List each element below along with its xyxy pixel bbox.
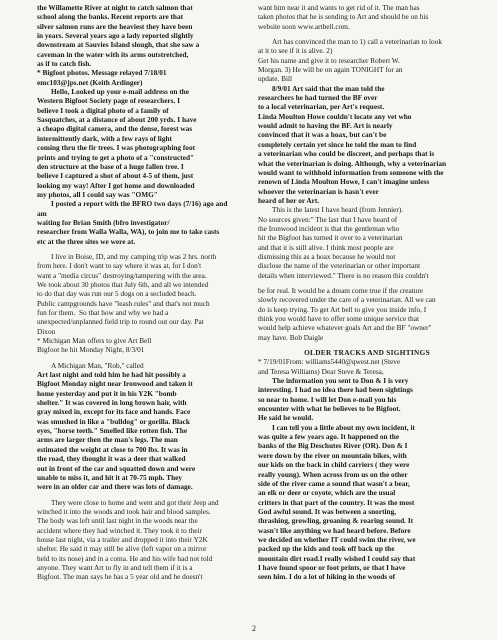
text-line: was smushed in like a "bulldog" or gorilla. Black: [37, 416, 190, 426]
left-column: [37, 3, 247, 582]
text-line: the Willamette River at night to catch salmon that: [37, 3, 193, 12]
text-line: to do that day was run our 5 dogs on a secluded beach.: [37, 289, 197, 299]
text-line: I can tell you a little about my own incident, it: [272, 422, 415, 432]
text-line: want a "media circus" destroying/tampering with the area.: [37, 270, 207, 280]
text-line: the Ironwood incident is that the gentleman who: [258, 223, 400, 233]
text-line: No sources given:" The last that I have heard of: [258, 214, 398, 224]
text-line: Bigfoot. The man says he has a 5 year old and he doesn't: [37, 572, 203, 582]
text-line: do is keep trying. To get Art bell to give you inside info, I: [258, 304, 427, 314]
text-line: dismissing this as a hoax because he would not: [258, 251, 396, 261]
text-line: A Michigan Man, "Rob," called: [51, 360, 144, 370]
text-line: slowly recovered under the care of a veterinarian. All we can: [258, 295, 436, 305]
text-line: at it to see if it is alive. 2): [258, 46, 333, 56]
text-line: house last night, via a trailer and dropped it into their Y2K: [37, 534, 208, 544]
text-line: want him near it and wants to get rid of it. The man has: [258, 3, 420, 12]
text-line: a cheapo digital camera, and the dense, forest was: [37, 124, 193, 134]
text-line: were down by the river on mountain bikes, with: [258, 450, 407, 460]
text-line: our kids on the back in child carriers ( they were: [258, 460, 410, 470]
text-line: caveman in the water with its arms outstretched,: [37, 49, 189, 59]
text-line: would help achieve whatever goals Art and the BF "owner": [258, 323, 432, 333]
text-line: may have. Bob Daigle: [258, 332, 324, 342]
text-line: heard of her or Art.: [258, 195, 320, 205]
text-line: would admit to having the BF. Art is nearly: [258, 121, 393, 131]
text-line: be for real. It would be a dream come true if the creature: [258, 285, 424, 295]
text-line: think you would have to offer some unique service that: [258, 314, 419, 323]
text-line: believe I captured a shot of about 4-5 of them, just: [37, 171, 194, 181]
text-line: eyes, "horse teeth." Smelled like rotten fish. The: [37, 426, 188, 436]
text-line: Bigfoot Monday night near Ironwood and taken it: [37, 379, 193, 389]
text-line: whoever the veterinarian is hasn't ever: [258, 186, 379, 196]
text-line: intermittently dark, with a few rays of light: [37, 133, 172, 143]
text-line: taken photos that he is sending to Art and should be on his: [258, 12, 429, 22]
text-line: packed up the kids and took off back up the: [258, 544, 395, 554]
text-line: thrashing, growling, groaning & roaring sound. It: [258, 516, 414, 526]
text-line: estimated the weight at close to 700 lbs. It was in: [37, 444, 188, 454]
text-line: etc at the three sites we were at.: [37, 236, 136, 246]
text-line: as if to catch fish.: [37, 59, 92, 69]
text-line: gray mixed in, except for its face and hands. Face: [37, 407, 191, 417]
text-line: I posted a report with the BFRO two days (7/16) ago and: [51, 199, 228, 209]
text-line: winched it into the woods and took hair and blood samples.: [37, 506, 211, 516]
text-line: critters in that part of the country. It was the most: [258, 497, 415, 507]
text-line: mountain dirt road.I really wished I could say that: [258, 553, 416, 563]
text-line: side of the river came a sound that wasn't a bear,: [258, 478, 410, 488]
text-line: coming thru the fir trees. I was photographing foot: [37, 143, 196, 153]
text-line: interesting. I had no idea there had been sightings: [258, 385, 413, 395]
text-line: They were close to home and went and got their Jeep and: [51, 497, 219, 507]
text-line: would want to withhold information from someone with the: [258, 167, 444, 177]
text-line: so near to home. I will let Don e-mail you his: [258, 394, 397, 404]
right-column: [258, 3, 476, 582]
text-line: my photos, all I could say was "OMG": [37, 189, 158, 199]
text-line: shelter. He said it may still be alive (left vapor on a mirror: [37, 544, 207, 554]
text-line: and that it is still alive. I think most people are: [258, 242, 394, 252]
text-line: Art has convinced the man to 1) call a veterinarian to look: [272, 37, 442, 47]
text-line: out in front of the car and squatted down and were: [37, 463, 196, 473]
text-line: what the veterinarian is doing. Although, why a veterinarian: [258, 158, 447, 168]
text-line: Hello, Looked up your e-mail address on the: [51, 87, 189, 97]
text-line: unexpected/unplanned field trip to round out our day. Pat: [37, 317, 204, 327]
text-line: He said he would.: [258, 413, 314, 423]
text-line: convinced that it was a hoax, but can't be: [258, 130, 387, 140]
text-line: Dixon: [37, 326, 56, 336]
text-line: The information you sent to Don & I is very: [272, 376, 409, 386]
text-line: * 7/19/01From: williams5440@qwest.net (Steve: [258, 357, 401, 367]
text-line: Bigfoot he hit Monday Night, 8/3/01: [37, 345, 145, 355]
page-number: 2: [252, 624, 256, 633]
text-line: researchers he had turned the BF over: [258, 93, 378, 103]
text-line: shelter." It was covered in long brown hair, with: [37, 398, 187, 408]
text-line: * Michigan Man offers to give Art Bell: [37, 336, 152, 346]
text-line: * Bigfoot photos. Message relayed 7/18/01: [37, 68, 167, 78]
text-line: were in an older car and there was lots of damage.: [37, 482, 193, 492]
text-line: held to its nose) and in a coma. He and his wife had not told: [37, 553, 213, 563]
text-line: I live in Boise, ID, and my camping trip was 2 hrs. north: [51, 251, 217, 261]
text-line: silver salmon runs are the heaviest they have been: [37, 21, 193, 31]
text-line: Public campgrounds have "leash rules" and that's not much: [37, 298, 210, 308]
text-line: The body was left until last night in the woods near the: [37, 516, 198, 526]
text-line: renown of Linda Moulton Howe, I can't imagine unless: [258, 177, 430, 187]
text-line: a veterinarian who could be discreet, and perhaps that is: [258, 149, 435, 159]
text-line: seen him. I do a lot of hiking in the woods of: [258, 572, 396, 582]
text-line: wasn't like anything we had heard before. Before: [258, 525, 411, 535]
text-line: believe I took a digital photo of a family of: [37, 105, 169, 115]
text-line: den structure at the base of a huge fallen tree. I: [37, 161, 184, 171]
text-line: Morgan. 3) He will be on again TONIGHT for an: [258, 65, 403, 75]
text-line: an elk or deer or coyote, which are the usual: [258, 488, 396, 498]
text-line: home yesterday and put it in his Y2K "bomb: [37, 388, 177, 398]
text-line: Western Bigfoot Society page of researchers. I: [37, 96, 181, 106]
text-line: details when interviewed." There is no reason this couldn't: [258, 270, 429, 280]
text-line: God awful sound. It was between a snorting,: [258, 506, 397, 516]
text-line: Sasquatches, at a distance of about 200 yrds. I have: [37, 115, 197, 125]
text-line: downstream at Sauvies Island slough, that she saw a: [37, 40, 200, 50]
text-line: disclose the name of the veterinarian or other important: [258, 261, 421, 271]
section-heading: OLDER TRACKS AND SIGHTINGS: [304, 348, 430, 358]
text-line: anyone. They want Art to fly in and tell them if it is a: [37, 562, 193, 572]
text-line: banks of the Big Deschutes River (OR). Don & I: [258, 441, 408, 451]
text-line: waiting for Brian Smith (bfro investigator/: [37, 217, 170, 227]
text-line: researcher from Walla Walla, WA), to join me to take casts: [37, 227, 220, 237]
text-line: prints and trying to get a photo of a "constructed": [37, 152, 195, 162]
text-line: and Teresa Williams) Dear Steve & Teresa,: [258, 366, 384, 376]
text-line: we decided on whether IT could swim the river, we: [258, 534, 416, 544]
text-line: the road, they thought it was a deer that walked: [37, 454, 186, 464]
text-line: Art last night and told him he had hit possibly a: [37, 370, 186, 380]
text-line: fun for them. So that how and why we had a: [37, 308, 169, 317]
text-line: school along the banks. Recent reports are that: [37, 12, 184, 22]
text-line: emc103@jps.net (Keith Ardinger): [37, 77, 143, 87]
text-line: We took about 30 photos that July 6th, and all we intended: [37, 279, 209, 289]
text-line: encounter with what he believes to be Bigfoot.: [258, 404, 401, 414]
text-line: really young). When across from us on the other: [258, 469, 408, 479]
text-line: am: [37, 208, 47, 218]
text-line: 8/9/01 Art said that the man told the: [272, 83, 385, 93]
text-line: looking my way! After I got home and downloaded: [37, 180, 195, 190]
text-line: accident where they had winched it. They took it to their: [37, 525, 203, 535]
text-line: unable to miss it, and hit it at 70-75 mph. They: [37, 472, 183, 482]
text-line: from here. I don't want to say where it was at, for I don't: [37, 261, 202, 271]
text-line: website soon www.artbell.com.: [258, 21, 350, 31]
text-line: This is the latest I have heard (from Jennier).: [272, 205, 404, 215]
text-line: Linda Moulton Howe couldn't locate any vet who: [258, 111, 412, 121]
text-line: hit the Bigfoot has turned it over to a veterinarian: [258, 233, 403, 243]
text-line: in years. Several years ago a lady reported slightly: [37, 31, 194, 41]
text-line: update. Bill: [258, 74, 293, 84]
text-line: arms are larger then the man's legs. The man: [37, 435, 178, 445]
text-line: completely certain yet since he told the man to find: [258, 139, 417, 149]
text-line: was quite a few years ago. It happened on the: [258, 432, 400, 442]
text-line: I have found spoor or foot prints, or that I have: [258, 562, 406, 572]
text-line: Get his name and give it to researcher Robert W.: [258, 55, 400, 65]
text-line: to a local veterinarian, per Art's request.: [258, 102, 385, 112]
